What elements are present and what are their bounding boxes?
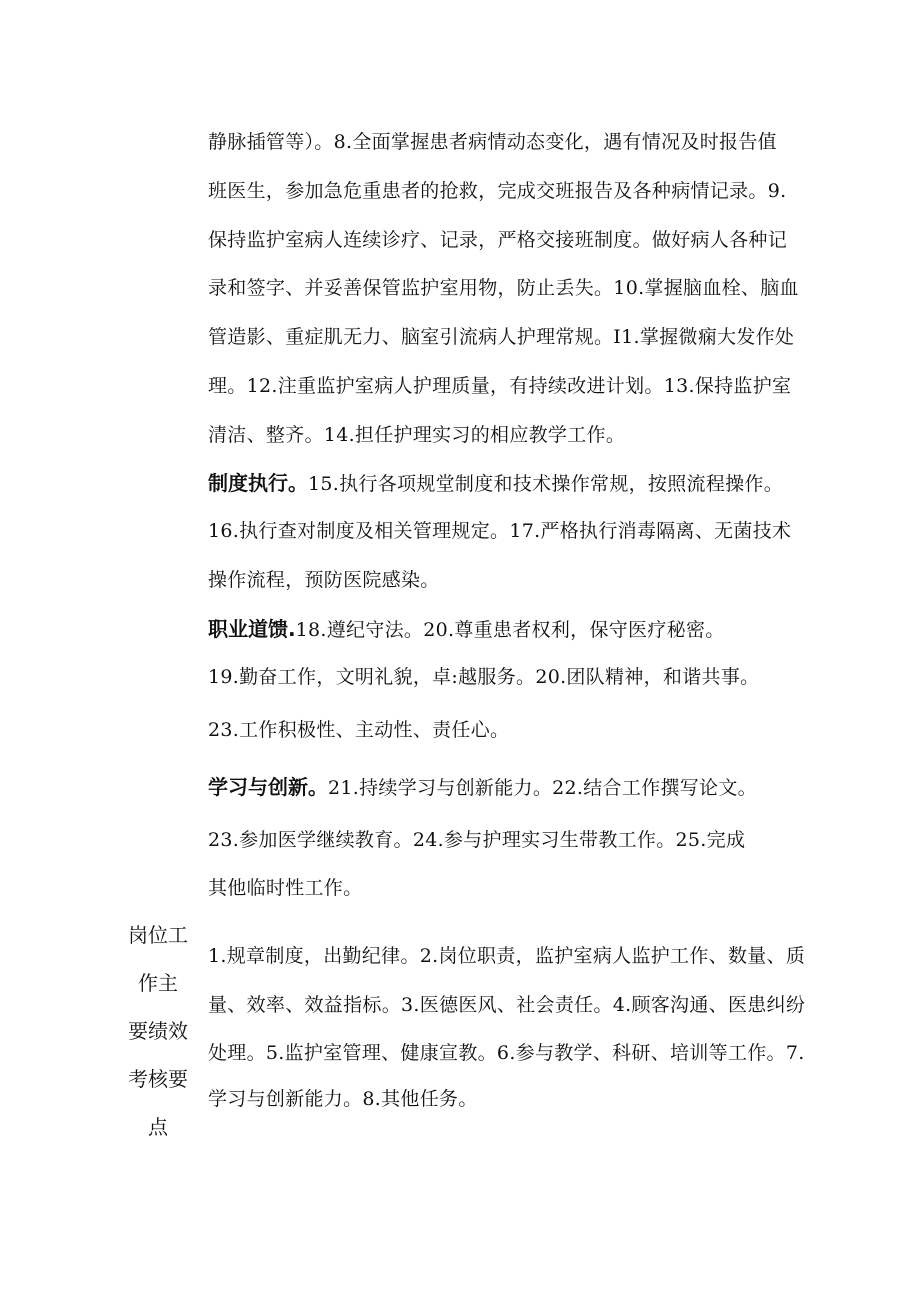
learning-line-3: 其他临时性工作。 xyxy=(208,877,363,899)
duties-line: 录和签字、并妥善保管监护室用物，防止丢失。10.掌握脑血栓、脑血 xyxy=(208,277,799,299)
ethics-line-2: 19.勤奋工作，文明礼貌，卓:越服务。20.团队精神，和谐共事。 xyxy=(208,666,760,688)
rules-line-1 xyxy=(208,467,783,496)
kpi-label-line: 点 xyxy=(148,1115,168,1139)
learning-text: 21.持续学习与创新能力。22.结合工作撰写论文。 xyxy=(328,777,757,799)
duties-line: 清洁、整齐。14.担任护理实习的相应教学工作。 xyxy=(208,424,626,446)
kpi-label-line: 岗位工 xyxy=(128,923,188,947)
kpi-line: 量、效率、效益指标。3.医德医风、社会责任。4.顾客沟通、医患纠纷 xyxy=(208,994,806,1016)
rules-line-3: 操作流程，预防医院感染。 xyxy=(208,569,440,591)
rules-text: 15.执行各项规堂制度和技术操作常规，按照流程操作。 xyxy=(308,473,784,495)
duties-line: 班医生，参加急危重患者的抢救，完成交班报告及各种病情记录。9. xyxy=(208,180,787,202)
duties-line: 静脉插管等）。8.全面掌握患者病情动态变化，遇有情况及时报告值 xyxy=(208,131,777,153)
ethics-line-1 xyxy=(208,613,725,642)
rules-heading: 制度执行。 xyxy=(208,471,308,495)
duties-line: 理。12.注重监护室病人护理质量，有持续改进计划。13.保持监护室 xyxy=(208,375,792,397)
kpi-line: 1.规章制度，出勤纪律。2.岗位职责，监护室病人监护工作、数量、质 xyxy=(208,945,806,967)
learning-line-1 xyxy=(208,771,757,800)
duties-line: 管造影、重症肌无力、脑室引流病人护理常规。I1.掌握微痫大发作处 xyxy=(208,326,795,348)
kpi-label xyxy=(118,911,198,1151)
kpi-line: 学习与创新能力。8.其他任务。 xyxy=(208,1088,478,1110)
ethics-text: 18.遵纪守法。20.尊重患者权利，保守医疗秘密。 xyxy=(295,619,725,641)
learning-heading: 学习与创新。 xyxy=(208,775,328,799)
learning-line-2: 23.参加医学继续教育。24.参与护理实习生带教工作。25.完成 xyxy=(208,829,746,851)
duties-line: 保持监护室病人连续诊疗、记录，严格交接班制度。做好病人各种记 xyxy=(208,229,788,251)
kpi-line: 处理。5.监护室管理、健康宣教。6.参与教学、科研、培训等工作。7. xyxy=(208,1042,805,1064)
rules-line-2: 16.执行查对制度及相关管理规定。17.严格执行消毒隔离、无菌技术 xyxy=(208,520,792,542)
kpi-label-line: 考核要 xyxy=(128,1067,188,1091)
kpi-label-line: 作主 xyxy=(138,971,178,995)
ethics-heading: 职业道馈. xyxy=(208,617,296,641)
kpi-label-line: 要绩效 xyxy=(128,1019,188,1043)
ethics-line-3: 23.工作积极性、主动性、责任心。 xyxy=(208,719,510,741)
